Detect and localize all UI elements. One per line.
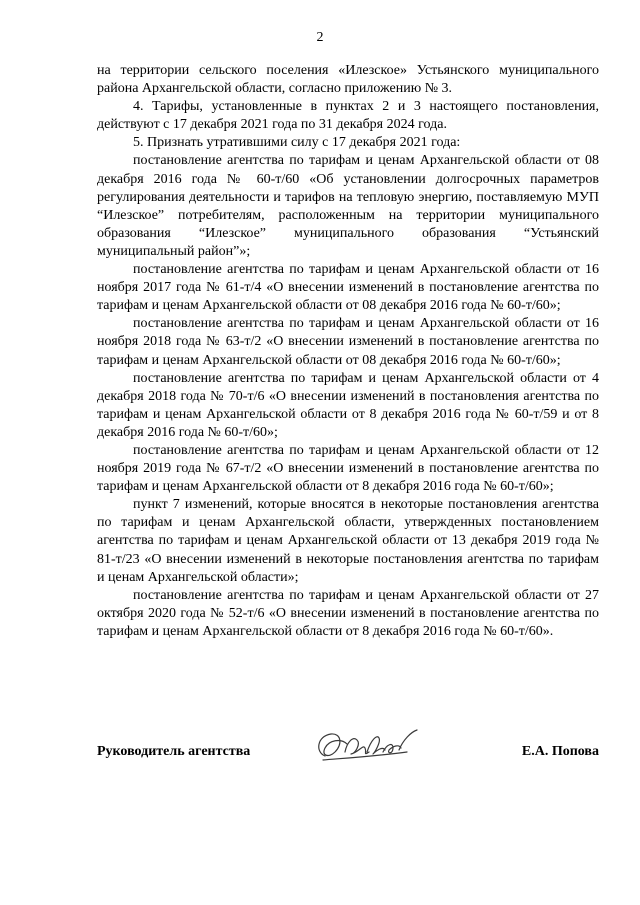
signatory-name: Е.А. Попова — [521, 744, 599, 759]
paragraph: 4. Тарифы, установленные в пунктах 2 и 3 настоящего постановления, действуют с 17 декабря 2021 года по 31 декабря 2024 года. — [97, 99, 599, 133]
paragraph: постановление агентства по тарифам и ценам Архангельской области от 16 ноября 2017 года № 61-т/4 «О внесении изменений в постановление агентства по тарифам и ценам Архангельской области от 08 декабря 2016 года № 60-т/60»; — [97, 262, 599, 314]
handwritten-signature-icon — [307, 722, 427, 772]
paragraph: постановление агентства по тарифам и ценам Архангельской области от 4 декабря 2018 года № 70-т/6 «О внесении изменений в постановления агентства по тарифам и ценам Архангельской области от 8 декабря 2016 года № 60-т/59 и от 8 декабря 2016 года № 60-т/60»; — [97, 370, 599, 440]
paragraph: постановление агентства по тарифам и ценам Архангельской области от 08 декабря 2016 года № 60-т/60 «Об установлении долгосрочных параметров регулирования деятельности и тарифов на тепловую энергию, поставляемую МУП “Илезское” потребителям, расположенным на территории муниципального образования “Илезское” муниципального образования “Устьянский муниципальный район”»; — [97, 153, 599, 259]
document-body — [97, 62, 599, 641]
signature-block — [97, 736, 599, 776]
paragraph: 5. Признать утратившими силу с 17 декабря 2021 года: — [133, 135, 461, 151]
signatory-title: Руководитель агентства — [97, 744, 251, 759]
paragraph: постановление агентства по тарифам и ценам Архангельской области от 27 октября 2020 года № 52-т/6 «О внесении изменений в постановление агентства по тарифам и ценам Архангельской области от 8 декабря 2016 года № 60-т/60». — [97, 587, 599, 639]
page-number: 2 — [316, 30, 324, 45]
paragraph: на территории сельского поселения «Илезское» Устьянского муниципального района Архангельской области, согласно приложению № 3. — [97, 63, 599, 97]
paragraph: постановление агентства по тарифам и ценам Архангельской области от 12 ноября 2019 года № 67-т/2 «О внесении изменений в постановление агентства по тарифам и ценам Архангельской области от 8 декабря 2016 года № 60-т/60»; — [97, 442, 599, 495]
paragraph: постановление агентства по тарифам и ценам Архангельской области от 16 ноября 2018 года № 63-т/2 «О внесении изменений в постановление агентства по тарифам и ценам Архангельской области от 08 декабря 2016 года № 60-т/60»; — [97, 316, 599, 368]
paragraph: пункт 7 изменений, которые вносятся в некоторые постановления агентства по тарифам и ценам Архангельской области, утвержденных постановлением агентства по тарифам и ценам Архангельской области от 13 декабря 2019 года № 81-т/23 «О внесении изменений в некоторые постановления агентства по тарифам и ценам Архангельской области»; — [97, 497, 599, 585]
